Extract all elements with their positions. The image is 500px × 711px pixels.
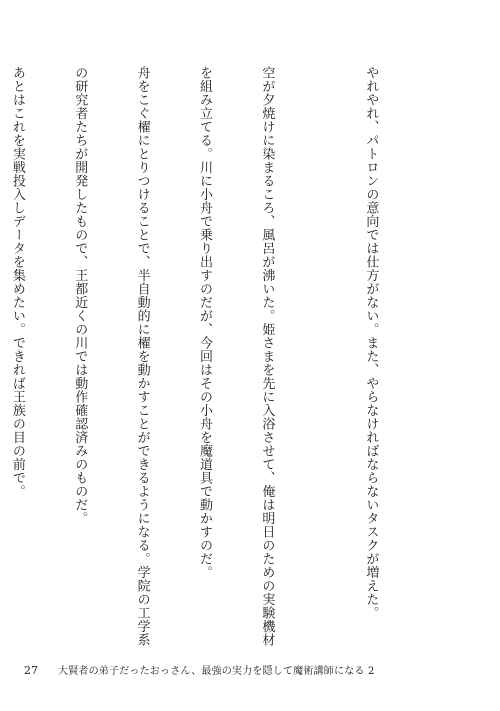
text-line: 空が夕焼けに染まるころ、風呂が沸いた。姫さまを先に入浴させて、俺は明日のための実験機材 — [259, 66, 275, 647]
book-title: 大賢者の弟子だったおっさん、最強の実力を隠して魔術講師になる 2 — [58, 666, 375, 677]
text-line: を組み立てる。川に小舟で乗り出すのだが、今回はその小舟を魔道具で動かすのだ。 — [197, 66, 213, 579]
body-text — [0, 66, 422, 647]
page-footer — [24, 662, 375, 677]
text-line: やれやれ、パトロンの意向では仕方がない。また、やらなければならないタスクが増えた。 — [363, 66, 379, 620]
text-line: の研究者たちが開発したもので、王都近くの川では動作確認済みのものだ。 — [72, 66, 88, 525]
text-line: あとはこれを実戦投入しデータを集めたい。できれば王族の目の前で。 — [9, 66, 25, 498]
text-line: 舟をこぐ櫂にとりつけることで、半自動的に櫂を動かすことができるようになる。学院の工学系 — [134, 66, 150, 647]
page-number: 27 — [24, 664, 38, 677]
